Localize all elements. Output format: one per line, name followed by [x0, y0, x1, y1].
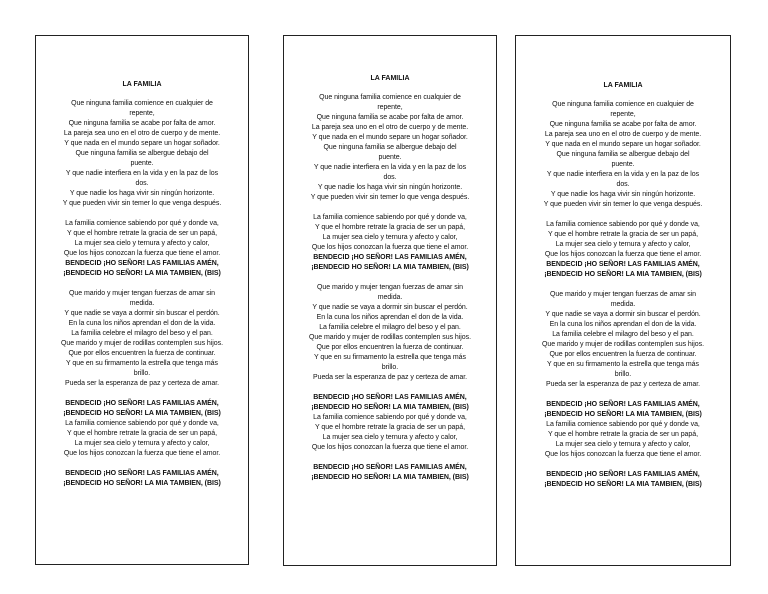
lyric-line: Que ninguna familia se acabe por falta de amor. — [68, 120, 216, 127]
lyric-line: puente. — [378, 154, 402, 161]
lyric-line: brillo. — [133, 370, 151, 377]
lyric-line: BENDECID ¡HO SEÑOR! LAS FAMILIAS AMÉN, — [313, 394, 467, 401]
lyric-line: Y que pueden vivir sin temer lo que venga después. — [310, 194, 470, 201]
lyric-line: puente. — [611, 161, 635, 168]
lyric-line: En la cuna los niños aprendan el don de la vida. — [316, 314, 464, 321]
lyric-line: Y que pueden vivir sin temer lo que venga después. — [62, 200, 222, 207]
lyric-line: Que marido y mujer tengan fuerzas de amar sin — [317, 284, 463, 291]
stanza-list — [287, 93, 493, 483]
stanza — [519, 290, 727, 390]
lyric-line: medida. — [129, 300, 155, 307]
stanza — [39, 469, 245, 489]
lyric-line: La familia comience sabiendo por qué y donde va, — [313, 214, 467, 221]
lyric-line: ¡BENDECID HO SEÑOR! LA MIA TAMBIEN, (BIS) — [63, 410, 221, 417]
lyric-line: Y que el hombre retrate la gracia de ser un papá, — [67, 430, 217, 437]
lyric-line: La familia comience sabiendo por qué y donde va, — [546, 221, 700, 228]
stanza — [287, 93, 493, 203]
lyric-line: La mujer sea cielo y ternura y afecto y calor, — [74, 440, 210, 447]
lyric-line: La mujer sea cielo y ternura y afecto y calor, — [74, 240, 210, 247]
lyrics-card-3 — [515, 35, 731, 566]
lyric-line: Que ninguna familia se albergue debajo del — [556, 151, 690, 158]
lyric-line: Y que nadie se vaya a dormir sin buscar el perdón. — [64, 310, 220, 317]
lyric-line: Que por ellos encuentren la fuerza de continuar. — [549, 351, 697, 358]
lyric-line: Que ninguna familia se acabe por falta de amor. — [549, 121, 697, 128]
lyric-line: ¡BENDECID HO SEÑOR! LA MIA TAMBIEN, (BIS) — [544, 271, 702, 278]
lyric-line: medida. — [610, 301, 636, 308]
stanza — [287, 283, 493, 383]
lyric-line: Y que en su firmamento la estrella que tenga más — [66, 360, 218, 367]
lyric-line: Que por ellos encuentren la fuerza de continuar. — [316, 344, 464, 351]
lyric-line: ¡BENDECID HO SEÑOR! LA MIA TAMBIEN, (BIS) — [311, 404, 469, 411]
lyric-line: dos. — [383, 174, 397, 181]
lyric-line: BENDECID ¡HO SEÑOR! LAS FAMILIAS AMÉN, — [65, 470, 219, 477]
lyric-line: Y que nadie los haga vivir sin ningún horizonte. — [550, 191, 696, 198]
lyric-line: ¡BENDECID HO SEÑOR! LA MIA TAMBIEN, (BIS) — [63, 480, 221, 487]
lyric-line: Y que el hombre retrate la gracia de ser un papá, — [315, 224, 465, 231]
song-title: LA FAMILIA — [122, 81, 162, 88]
lyric-line: ¡BENDECID HO SEÑOR! LA MIA TAMBIEN, (BIS) — [311, 264, 469, 271]
song-title: LA FAMILIA — [603, 82, 643, 89]
lyric-line: Y que el hombre retrate la gracia de ser un papá, — [548, 231, 698, 238]
lyric-line: La pareja sea uno en el otro de cuerpo y de mente. — [544, 131, 702, 138]
lyric-line: Y que el hombre retrate la gracia de ser un papá, — [548, 431, 698, 438]
lyric-line: brillo. — [381, 364, 399, 371]
lyric-line: BENDECID ¡HO SEÑOR! LAS FAMILIAS AMÉN, — [313, 464, 467, 471]
lyric-line: Que marido y mujer de rodillas contemplen sus hijos. — [309, 334, 471, 341]
lyric-line: Y que nadie los haga vivir sin ningún horizonte. — [317, 184, 463, 191]
lyric-line: En la cuna los niños aprendan el don de la vida. — [68, 320, 216, 327]
stanza — [39, 99, 245, 209]
lyric-line: Que los hijos conozcan la fuerza que tiene el amor. — [63, 250, 221, 257]
lyric-line: Que marido y mujer tengan fuerzas de amar sin — [550, 291, 696, 298]
lyric-line: dos. — [135, 180, 149, 187]
lyric-line: Que ninguna familia se albergue debajo del — [75, 150, 209, 157]
lyric-line: Y que nadie los haga vivir sin ningún horizonte. — [69, 190, 215, 197]
lyric-line: Y que en su firmamento la estrella que tenga más — [547, 361, 699, 368]
stanza — [519, 220, 727, 280]
lyric-line: Y que nada en el mundo separe un hogar soñador. — [64, 140, 220, 147]
lyric-line: La familia celebre el milagro del beso y el pan. — [319, 324, 461, 331]
lyrics-card-1 — [35, 35, 249, 565]
stanza — [287, 463, 493, 483]
lyric-line: repente, — [129, 110, 155, 117]
lyric-line: repente, — [377, 104, 403, 111]
lyric-line: La familia celebre el milagro del beso y el pan. — [71, 330, 213, 337]
stanza — [39, 399, 245, 459]
stanza — [519, 100, 727, 210]
lyric-line: brillo. — [614, 371, 632, 378]
lyric-line: Que los hijos conozcan la fuerza que tiene el amor. — [311, 444, 469, 451]
lyric-line: Que marido y mujer tengan fuerzas de amar sin — [69, 290, 215, 297]
lyric-line: Que los hijos conozcan la fuerza que tiene el amor. — [544, 251, 702, 258]
lyric-line: La familia celebre el milagro del beso y el pan. — [552, 331, 694, 338]
lyric-line: ¡BENDECID HO SEÑOR! LA MIA TAMBIEN, (BIS) — [311, 474, 469, 481]
lyric-line: Y que el hombre retrate la gracia de ser un papá, — [67, 230, 217, 237]
lyric-line: Y que pueden vivir sin temer lo que venga después. — [543, 201, 703, 208]
lyric-line: Que ninguna familia comience en cualquier de — [319, 94, 461, 101]
lyric-line: BENDECID ¡HO SEÑOR! LAS FAMILIAS AMÉN, — [546, 401, 700, 408]
lyric-line: Y que el hombre retrate la gracia de ser un papá, — [315, 424, 465, 431]
lyric-line: Y que en su firmamento la estrella que tenga más — [314, 354, 466, 361]
lyric-line: Y que nadie interfiera en la vida y en la paz de los — [546, 171, 700, 178]
lyric-line: ¡BENDECID HO SEÑOR! LA MIA TAMBIEN, (BIS) — [544, 481, 702, 488]
lyric-line: ¡BENDECID HO SEÑOR! LA MIA TAMBIEN, (BIS) — [63, 270, 221, 277]
lyric-line: Que marido y mujer de rodillas contemplen sus hijos. — [61, 340, 223, 347]
lyric-line: ¡BENDECID HO SEÑOR! LA MIA TAMBIEN, (BIS) — [544, 411, 702, 418]
lyric-line: La mujer sea cielo y ternura y afecto y calor, — [322, 434, 458, 441]
lyric-line: repente, — [610, 111, 636, 118]
lyric-line: puente. — [130, 160, 154, 167]
lyric-line: Y que nada en el mundo separe un hogar soñador. — [312, 134, 468, 141]
lyric-line: Pueda ser la esperanza de paz y certeza de amar. — [545, 381, 701, 388]
lyric-line: La familia comience sabiendo por qué y donde va, — [65, 420, 219, 427]
lyric-line: Que ninguna familia se albergue debajo del — [323, 144, 457, 151]
lyric-line: La mujer sea cielo y ternura y afecto y calor, — [555, 441, 691, 448]
stanza — [287, 393, 493, 453]
lyric-line: Y que nadie se vaya a dormir sin buscar el perdón. — [312, 304, 468, 311]
stanza — [287, 213, 493, 273]
stanza-list — [39, 99, 245, 489]
lyric-line: Que marido y mujer de rodillas contemplen sus hijos. — [542, 341, 704, 348]
stanza — [39, 289, 245, 389]
lyric-line: La familia comience sabiendo por qué y donde va, — [65, 220, 219, 227]
lyric-line: BENDECID ¡HO SEÑOR! LAS FAMILIAS AMÉN, — [546, 261, 700, 268]
lyric-line: En la cuna los niños aprendan el don de la vida. — [549, 321, 697, 328]
lyric-line: Y que nadie interfiera en la vida y en la paz de los — [313, 164, 467, 171]
lyric-line: Y que nadie se vaya a dormir sin buscar el perdón. — [545, 311, 701, 318]
lyric-line: La pareja sea uno en el otro de cuerpo y de mente. — [311, 124, 469, 131]
lyric-line: La mujer sea cielo y ternura y afecto y calor, — [322, 234, 458, 241]
lyric-line: BENDECID ¡HO SEÑOR! LAS FAMILIAS AMÉN, — [313, 254, 467, 261]
lyric-line: Que los hijos conozcan la fuerza que tiene el amor. — [63, 450, 221, 457]
song-title: LA FAMILIA — [370, 75, 410, 82]
lyric-line: Que ninguna familia comience en cualquier de — [552, 101, 694, 108]
lyric-line: Que los hijos conozcan la fuerza que tiene el amor. — [544, 451, 702, 458]
lyric-line: medida. — [377, 294, 403, 301]
lyric-line: La mujer sea cielo y ternura y afecto y calor, — [555, 241, 691, 248]
lyric-line: Y que nada en el mundo separe un hogar soñador. — [545, 141, 701, 148]
stanza-list — [519, 100, 727, 490]
lyric-line: Que ninguna familia se acabe por falta de amor. — [316, 114, 464, 121]
lyric-line: Que los hijos conozcan la fuerza que tiene el amor. — [311, 244, 469, 251]
lyric-line: BENDECID ¡HO SEÑOR! LAS FAMILIAS AMÉN, — [65, 400, 219, 407]
lyrics-card-2 — [283, 35, 497, 566]
lyric-line: La familia comience sabiendo por qué y donde va, — [313, 414, 467, 421]
lyric-line: Pueda ser la esperanza de paz y certeza de amar. — [64, 380, 220, 387]
lyric-line: BENDECID ¡HO SEÑOR! LAS FAMILIAS AMÉN, — [65, 260, 219, 267]
stanza — [519, 400, 727, 460]
lyric-line: Que por ellos encuentren la fuerza de continuar. — [68, 350, 216, 357]
lyric-line: Que ninguna familia comience en cualquier de — [71, 100, 213, 107]
stanza — [39, 219, 245, 279]
lyric-line: BENDECID ¡HO SEÑOR! LAS FAMILIAS AMÉN, — [546, 471, 700, 478]
stanza — [519, 470, 727, 490]
lyric-line: La familia comience sabiendo por qué y donde va, — [546, 421, 700, 428]
lyric-line: La pareja sea uno en el otro de cuerpo y de mente. — [63, 130, 221, 137]
lyric-line: dos. — [616, 181, 630, 188]
lyric-line: Pueda ser la esperanza de paz y certeza de amar. — [312, 374, 468, 381]
lyric-line: Y que nadie interfiera en la vida y en la paz de los — [65, 170, 219, 177]
